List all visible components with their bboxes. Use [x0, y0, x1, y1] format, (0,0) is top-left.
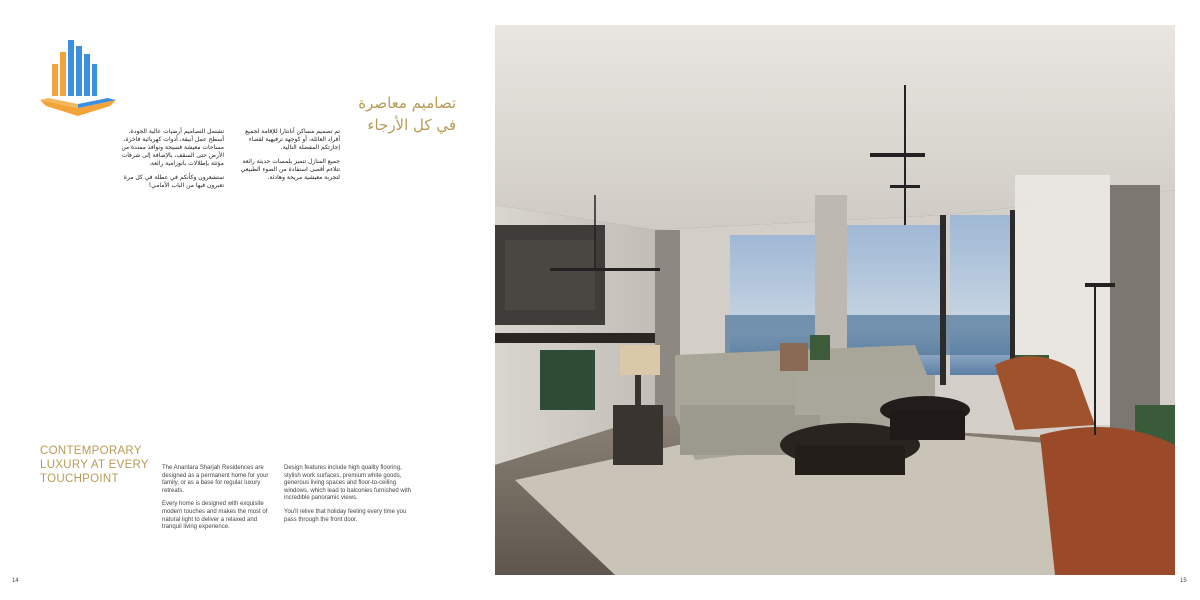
arabic-paragraph: ستشعرون وكأنكم في عطلة في كل مرة تعبرون فيها من الباب الأمامي!	[123, 174, 224, 189]
arabic-paragraph: جميع المنازل تتميز بلمسات حديثة رائعة تتلاءم أقصى استفادة من الضوء الطبيعي لتجربة معيشية مريحة وهادئة.	[240, 158, 340, 181]
arabic-heading	[330, 92, 456, 136]
page-number-right: 15	[1180, 578, 1187, 584]
arabic-paragraph: تشتمل التصاميم أرضيات عالية الجودة، أسطح عمل أنيقة، أدوات كهربائية فاخرة، مساحات معيشة فسيحة ونوافذ ممتدة من الأرض حتى السقف، بالإضافة إلى شرفات مؤثثة بإطلالات بانورامية رائعة.	[121, 128, 224, 167]
english-paragraph: Design features include high quality flooring, stylish work surfaces, premium white goods, generous living spaces and floor-to-ceiling windows, which lead to balconies furnished with incredible panoramic views.	[284, 465, 412, 502]
english-text-column-2	[284, 465, 414, 530]
arabic-text-column-1	[116, 128, 224, 196]
english-paragraph: Every home is designed with exquisite modern touches and makes the most of natural light to deliver a relaxed and tranquil living experience.	[162, 501, 268, 531]
living-room-illustration	[495, 25, 1175, 575]
living-room-photo	[495, 25, 1175, 575]
building-logo-icon	[38, 38, 118, 122]
english-paragraph: The Anantara Sharjah Residences are designed as a permanent home for your family, or as a base for regular luxury retreats.	[162, 465, 269, 494]
english-text-column-1	[162, 465, 270, 538]
english-paragraph: You'll relive that holiday feeling every time you pass through the front door.	[284, 508, 407, 523]
arabic-text-column-2	[232, 128, 340, 188]
english-heading	[40, 444, 170, 486]
english-heading-line-1: CONTEMPORARY	[40, 445, 142, 457]
page-number-left: 14	[12, 578, 19, 584]
english-heading-line-3: TOUCHPOINT	[40, 473, 119, 485]
arabic-heading-line-2: في كل الأرجاء	[367, 116, 456, 134]
english-heading-line-2: LUXURY AT EVERY	[40, 459, 149, 471]
arabic-paragraph: تم تصميم مساكن أنانتارا للإقامة لجميع أفراد العائلة، أو كوجهة ترفيهية لقضاء إجازتكم المفضلة التالية.	[245, 128, 340, 151]
arabic-heading-line-1: تصاميم معاصرة	[358, 94, 456, 112]
